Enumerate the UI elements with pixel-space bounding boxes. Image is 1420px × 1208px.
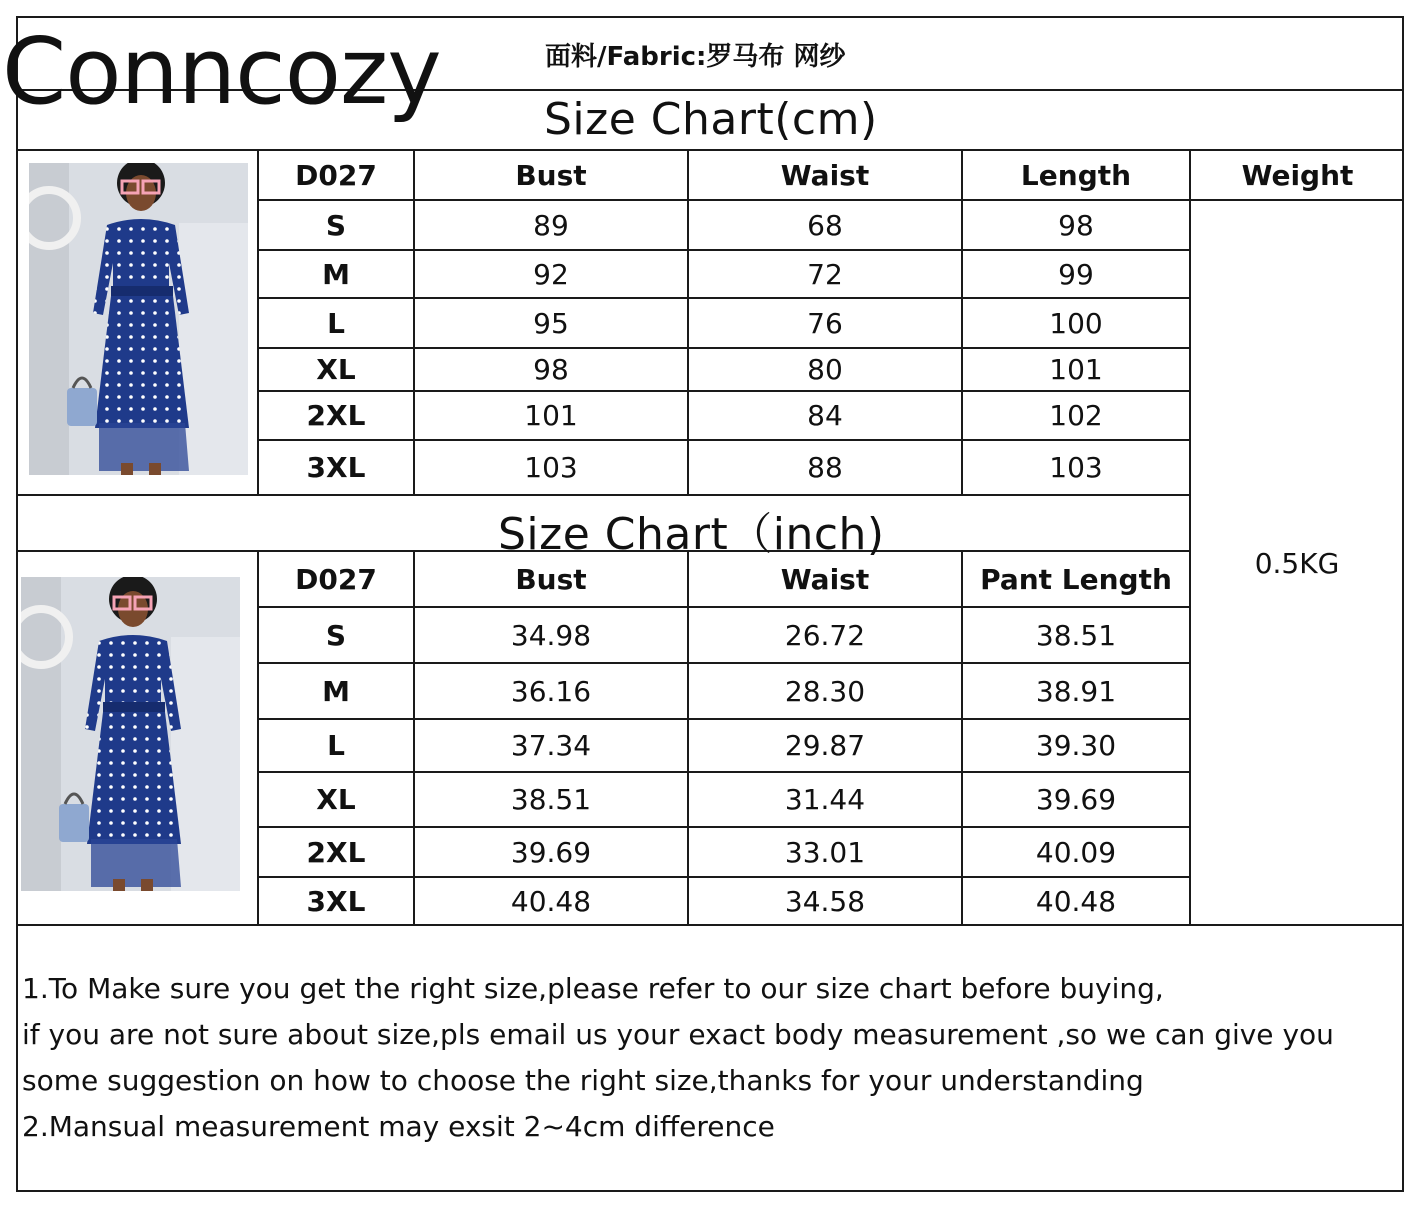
- cm-cell-length: 100: [1049, 306, 1103, 340]
- cm-cell-length: 101: [1049, 353, 1103, 386]
- cm-header-bust: Bust: [515, 158, 587, 192]
- cm-cell-length: 99: [1058, 257, 1094, 291]
- inch-cell-bust: 36.16: [510, 674, 592, 708]
- inch-cell-bust: 34.98: [510, 618, 592, 652]
- cm-cell-waist: 72: [807, 257, 843, 291]
- inch-cell-waist: 33.01: [784, 835, 866, 869]
- inch-header-length: Pant Length: [980, 562, 1172, 596]
- cm-cell-size: 3XL: [306, 451, 366, 484]
- cm-header-waist: Waist: [780, 158, 870, 192]
- inch-cell-waist: 28.30: [784, 674, 866, 708]
- cm-cell-waist: 80: [807, 353, 843, 386]
- inch-cell-size: 2XL: [306, 835, 366, 869]
- cm-cell-length: 102: [1049, 399, 1103, 432]
- cm-cell-bust: 103: [524, 451, 578, 484]
- cm-cell-bust: 95: [533, 306, 569, 340]
- inch-header-style: D027: [295, 562, 377, 596]
- product-photo: [29, 163, 248, 475]
- inch-cell-length: 40.48: [1035, 884, 1117, 918]
- cm-cell-bust: 92: [533, 257, 569, 291]
- weight-header: Weight: [1241, 158, 1354, 192]
- inch-cell-size: XL: [316, 783, 356, 816]
- weight-value: 0.5KG: [1254, 546, 1340, 580]
- inch-chart-title: Size Chart（inch): [498, 509, 885, 560]
- cm-cell-size: 2XL: [306, 399, 366, 432]
- cm-chart-title: Size Chart(cm): [544, 94, 878, 145]
- cm-cell-size: S: [325, 208, 347, 242]
- cm-cell-bust: 98: [533, 353, 569, 386]
- inch-cell-bust: 40.48: [510, 884, 592, 918]
- cm-header-style: D027: [295, 158, 377, 192]
- inch-cell-bust: 37.34: [510, 729, 592, 762]
- size-notes: [22, 966, 1402, 1150]
- note-line: 1.To Make sure you get the right size,please refer to our size chart before buying,: [22, 972, 1164, 1005]
- inch-header-bust: Bust: [515, 562, 587, 596]
- cm-cell-bust: 89: [533, 208, 569, 242]
- inch-cell-length: 38.91: [1035, 674, 1117, 708]
- cm-cell-length: 103: [1049, 451, 1103, 484]
- fabric-label: 面料/Fabric:罗马布 网纱: [545, 42, 846, 72]
- inch-cell-size: M: [322, 674, 350, 708]
- cm-cell-waist: 68: [807, 208, 843, 242]
- inch-cell-length: 40.09: [1035, 835, 1117, 869]
- product-photo: [21, 577, 240, 891]
- brand-logo: Conncozy: [2, 18, 441, 125]
- inch-cell-length: 38.51: [1035, 618, 1117, 652]
- note-line: some suggestion on how to choose the right size,thanks for your understanding: [22, 1064, 1144, 1097]
- inch-cell-size: 3XL: [306, 884, 366, 918]
- inch-cell-waist: 29.87: [784, 729, 866, 762]
- inch-cell-length: 39.30: [1035, 729, 1117, 762]
- cm-cell-size: XL: [316, 353, 356, 386]
- divider: [16, 494, 1190, 496]
- inch-cell-waist: 31.44: [784, 783, 866, 816]
- inch-cell-bust: 38.51: [510, 783, 592, 816]
- inch-cell-bust: 39.69: [510, 835, 592, 869]
- cm-cell-waist: 88: [807, 451, 843, 484]
- cm-cell-size: M: [322, 257, 350, 291]
- cm-header-length: Length: [1020, 158, 1132, 192]
- cm-cell-waist: 84: [807, 399, 843, 432]
- cm-cell-length: 98: [1058, 208, 1094, 242]
- inch-cell-length: 39.69: [1035, 783, 1117, 816]
- cm-cell-waist: 76: [807, 306, 843, 340]
- cm-cell-bust: 101: [524, 399, 578, 432]
- inch-cell-size: L: [327, 729, 345, 762]
- inch-header-waist: Waist: [780, 562, 870, 596]
- note-line: if you are not sure about size,pls email us your exact body measurement ,so we can give you: [22, 1018, 1334, 1051]
- note-line: 2.Mansual measurement may exsit 2~4cm difference: [22, 1110, 775, 1143]
- cm-cell-size: L: [327, 306, 345, 340]
- inch-cell-size: S: [325, 618, 347, 652]
- inch-cell-waist: 26.72: [784, 618, 866, 652]
- inch-cell-waist: 34.58: [784, 884, 866, 918]
